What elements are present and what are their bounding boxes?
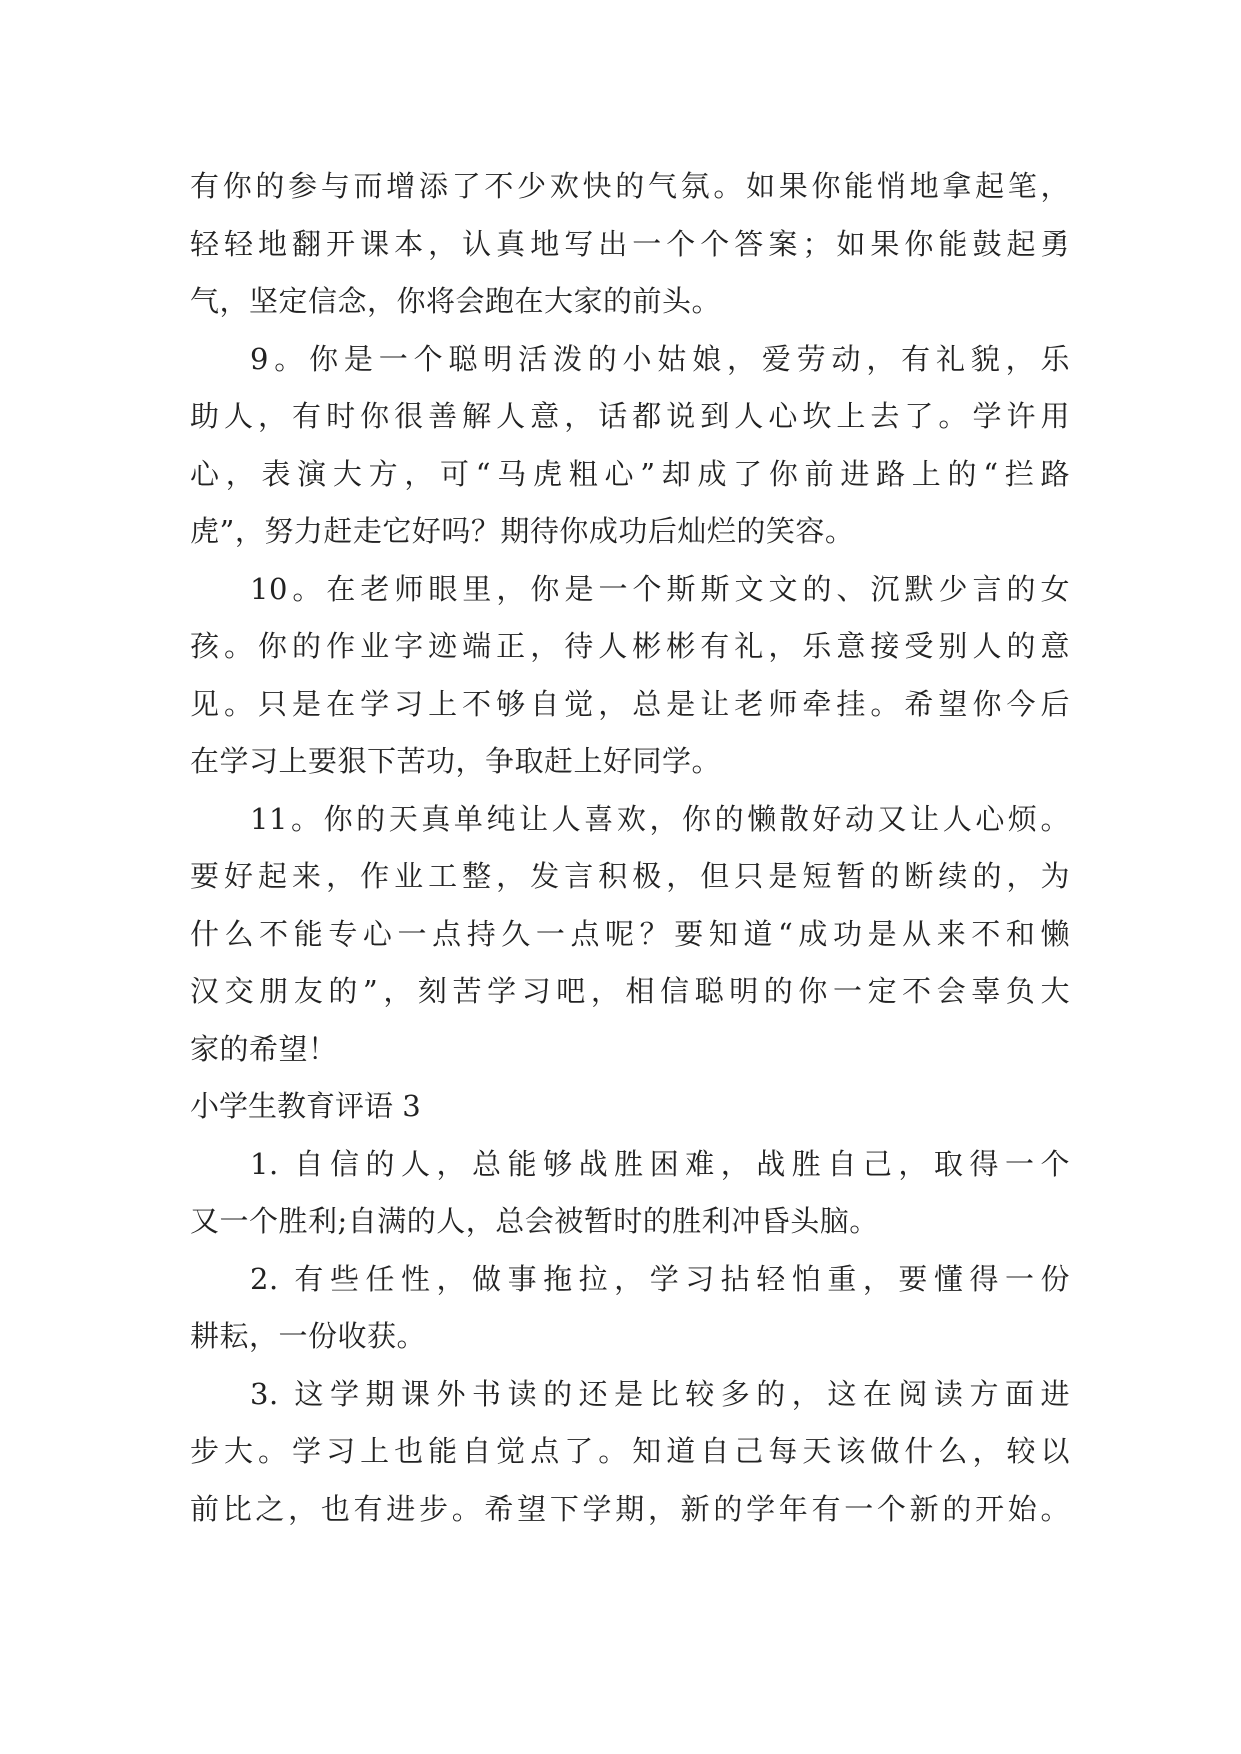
paragraph-9 bbox=[190, 331, 1070, 561]
text-line: 10。在老师眼里，你是一个斯斯文文的、沉默少言的女 bbox=[250, 571, 1070, 606]
text-line: 耕耘，一份收获。 bbox=[190, 1319, 427, 1353]
text-line: 有你的参与而增添了不少欢快的气氛。如果你能悄地拿起笔， bbox=[190, 169, 1070, 203]
text-line: 助人，有时你很善解人意，话都说到人心坎上去了。学许用 bbox=[190, 399, 1070, 433]
section-paragraph-3 bbox=[190, 1366, 1070, 1539]
text-line: 虎”，努力赶走它好吗？期待你成功后灿烂的笑容。 bbox=[190, 514, 855, 548]
text-line: 步大。学习上也能自觉点了。知道自己每天该做什么，较以 bbox=[190, 1434, 1070, 1468]
text-line: 在学习上要狠下苦功，争取赶上好同学。 bbox=[190, 744, 722, 778]
text-line: 孩。你的作业字迹端正，待人彬彬有礼，乐意接受别人的意 bbox=[190, 629, 1070, 663]
text-line: 气，坚定信念，你将会跑在大家的前头。 bbox=[190, 284, 722, 318]
text-line: 家的希望！ bbox=[190, 1031, 338, 1066]
text-line: 2. 有些任性，做事拖拉，学习拈轻怕重，要懂得一份 bbox=[250, 1261, 1070, 1296]
text-line: 汉交朋友的”，刻苦学习吧，相信聪明的你一定不会辜负大 bbox=[190, 974, 1070, 1008]
section-heading: 小学生教育评语 3 bbox=[190, 1089, 421, 1123]
document-body bbox=[190, 158, 1070, 1538]
text-line: 心，表演大方，可“马虎粗心”却成了你前进路上的“拦路 bbox=[190, 456, 1070, 491]
text-line: 11。你的天真单纯让人喜欢，你的懒散好动又让人心烦。 bbox=[250, 801, 1070, 836]
section-paragraph-2 bbox=[190, 1251, 1070, 1366]
text-line: 3. 这学期课外书读的还是比较多的，这在阅读方面进 bbox=[250, 1376, 1070, 1411]
paragraph-10 bbox=[190, 561, 1070, 791]
text-line: 见。只是在学习上不够自觉，总是让老师牵挂。希望你今后 bbox=[190, 686, 1070, 721]
text-line: 要好起来，作业工整，发言积极，但只是短暂的断续的，为 bbox=[190, 859, 1070, 893]
text-line: 什么不能专心一点持久一点呢？要知道“成功是从来不和懒 bbox=[190, 916, 1070, 951]
text-line: 9。你是一个聪明活泼的小姑娘，爱劳动，有礼貌，乐 bbox=[250, 341, 1070, 376]
section-paragraph-1 bbox=[190, 1136, 1070, 1251]
paragraph-11 bbox=[190, 791, 1070, 1079]
text-line: 1. 自信的人，总能够战胜困难，战胜自己，取得一个 bbox=[250, 1146, 1070, 1181]
paragraph-8-continued bbox=[190, 158, 1070, 331]
text-line: 轻轻地翻开课本，认真地写出一个个答案；如果你能鼓起勇 bbox=[190, 226, 1070, 261]
text-line: 前比之，也有进步。希望下学期，新的学年有一个新的开始。 bbox=[190, 1491, 1070, 1526]
text-line: 又一个胜利;自满的人，总会被暂时的胜利冲昏头脑。 bbox=[190, 1204, 879, 1238]
